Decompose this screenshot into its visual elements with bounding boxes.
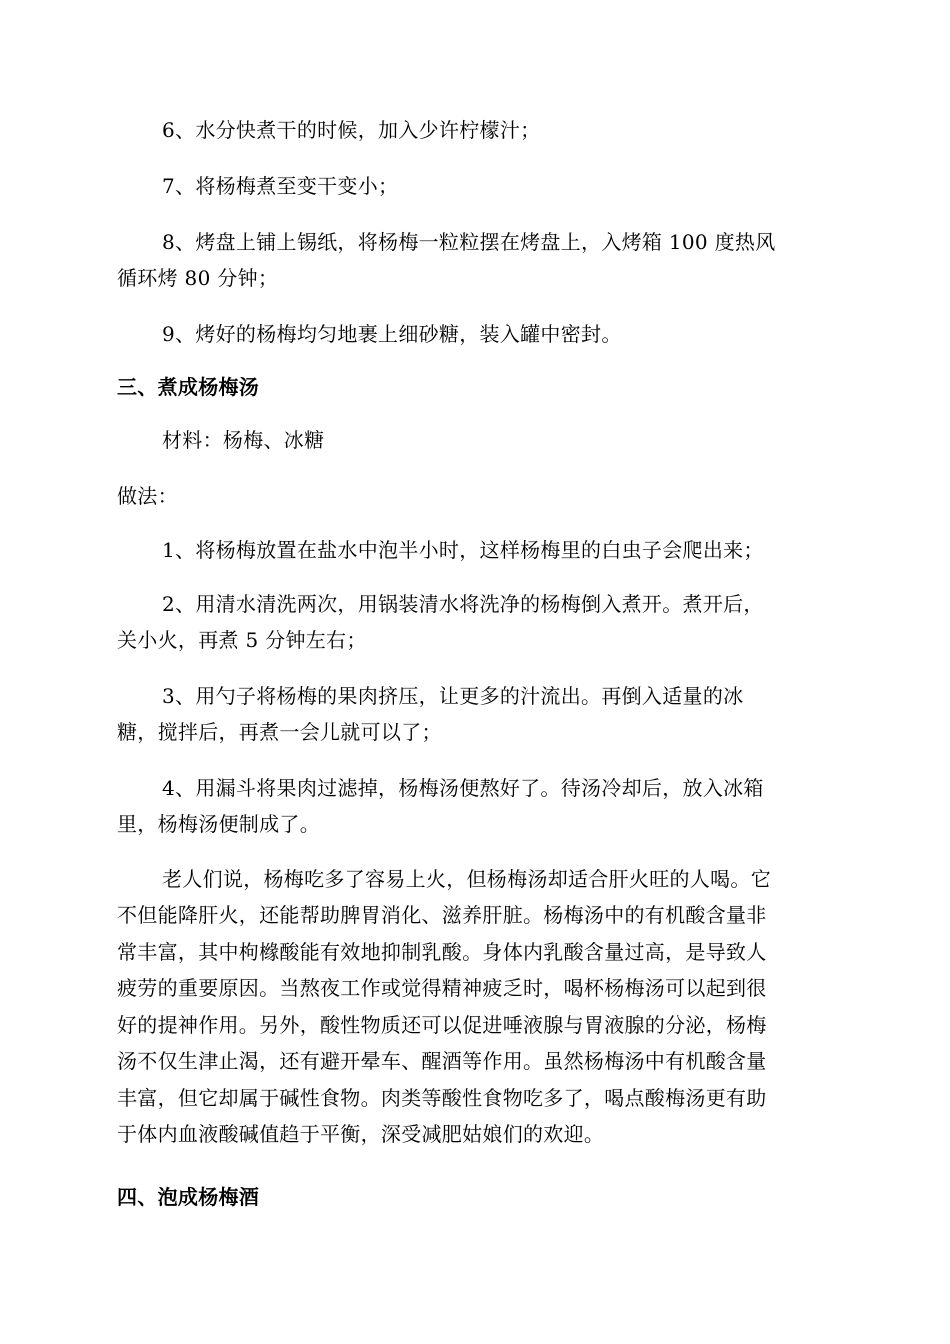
section-heading-3: 三、煮成杨梅汤 xyxy=(117,375,260,399)
soup-step-3-line-2: 糖，搅拌后，再煮一会儿就可以了； xyxy=(117,720,442,744)
paragraph-line-4: 疲劳的重要原因。当熬夜工作或觉得精神疲乏时，喝杯杨梅汤可以起到很 xyxy=(117,976,767,1000)
section-heading-4: 四、泡成杨梅酒 xyxy=(117,1185,260,1209)
method-label: 做法： xyxy=(117,484,178,508)
paragraph-line-1: 老人们说，杨梅吃多了容易上火，但杨梅汤却适合肝火旺的人喝。它 xyxy=(162,867,771,891)
step-6: 6、水分快煮干的时候，加入少许柠檬汁； xyxy=(162,118,541,142)
soup-step-1: 1、将杨梅放置在盐水中泡半小时，这样杨梅里的白虫子会爬出来； xyxy=(162,538,764,562)
soup-step-2-line-2: 关小火，再煮 5 分钟左右； xyxy=(117,628,367,652)
step-9: 9、烤好的杨梅均匀地裹上细砂糖，装入罐中密封。 xyxy=(162,322,622,346)
paragraph-line-2: 不但能降肝火，还能帮助脾胃消化、滋养肝脏。杨梅汤中的有机酸含量非 xyxy=(117,903,767,927)
step-7: 7、将杨梅煮至变干变小； xyxy=(162,174,399,198)
step-8-line-2: 循环烤 80 分钟； xyxy=(117,266,279,290)
paragraph-line-7: 丰富，但它却属于碱性食物。肉类等酸性食物吃多了，喝点酸梅汤更有助 xyxy=(117,1086,767,1110)
soup-step-2-line-1: 2、用清水清洗两次，用锅装清水将洗净的杨梅倒入煮开。煮开后， xyxy=(162,592,764,616)
soup-step-4-line-1: 4、用漏斗将果肉过滤掉，杨梅汤便熬好了。待汤冷却后，放入冰箱 xyxy=(162,776,764,800)
paragraph-line-5: 好的提神作用。另外，酸性物质还可以促进唾液腺与胃液腺的分泌，杨梅 xyxy=(117,1013,767,1037)
paragraph-line-8: 于体内血液酸碱值趋于平衡，深受减肥姑娘们的欢迎。 xyxy=(117,1122,605,1146)
soup-step-4-line-2: 里，杨梅汤便制成了。 xyxy=(117,812,320,836)
step-8-line-1: 8、烤盘上铺上锡纸，将杨梅一粒粒摆在烤盘上，入烤箱 100 度热风 xyxy=(162,230,776,254)
soup-step-3-line-1: 3、用勺子将杨梅的果肉挤压，让更多的汁流出。再倒入适量的冰 xyxy=(162,684,744,708)
materials-line: 材料：杨梅、冰糖 xyxy=(162,428,325,452)
paragraph-line-3: 常丰富，其中枸橼酸能有效地抑制乳酸。身体内乳酸含量过高，是导致人 xyxy=(117,940,767,964)
paragraph-line-6: 汤不仅生津止渴，还有避开晕车、醒酒等作用。虽然杨梅汤中有机酸含量 xyxy=(117,1049,767,1073)
